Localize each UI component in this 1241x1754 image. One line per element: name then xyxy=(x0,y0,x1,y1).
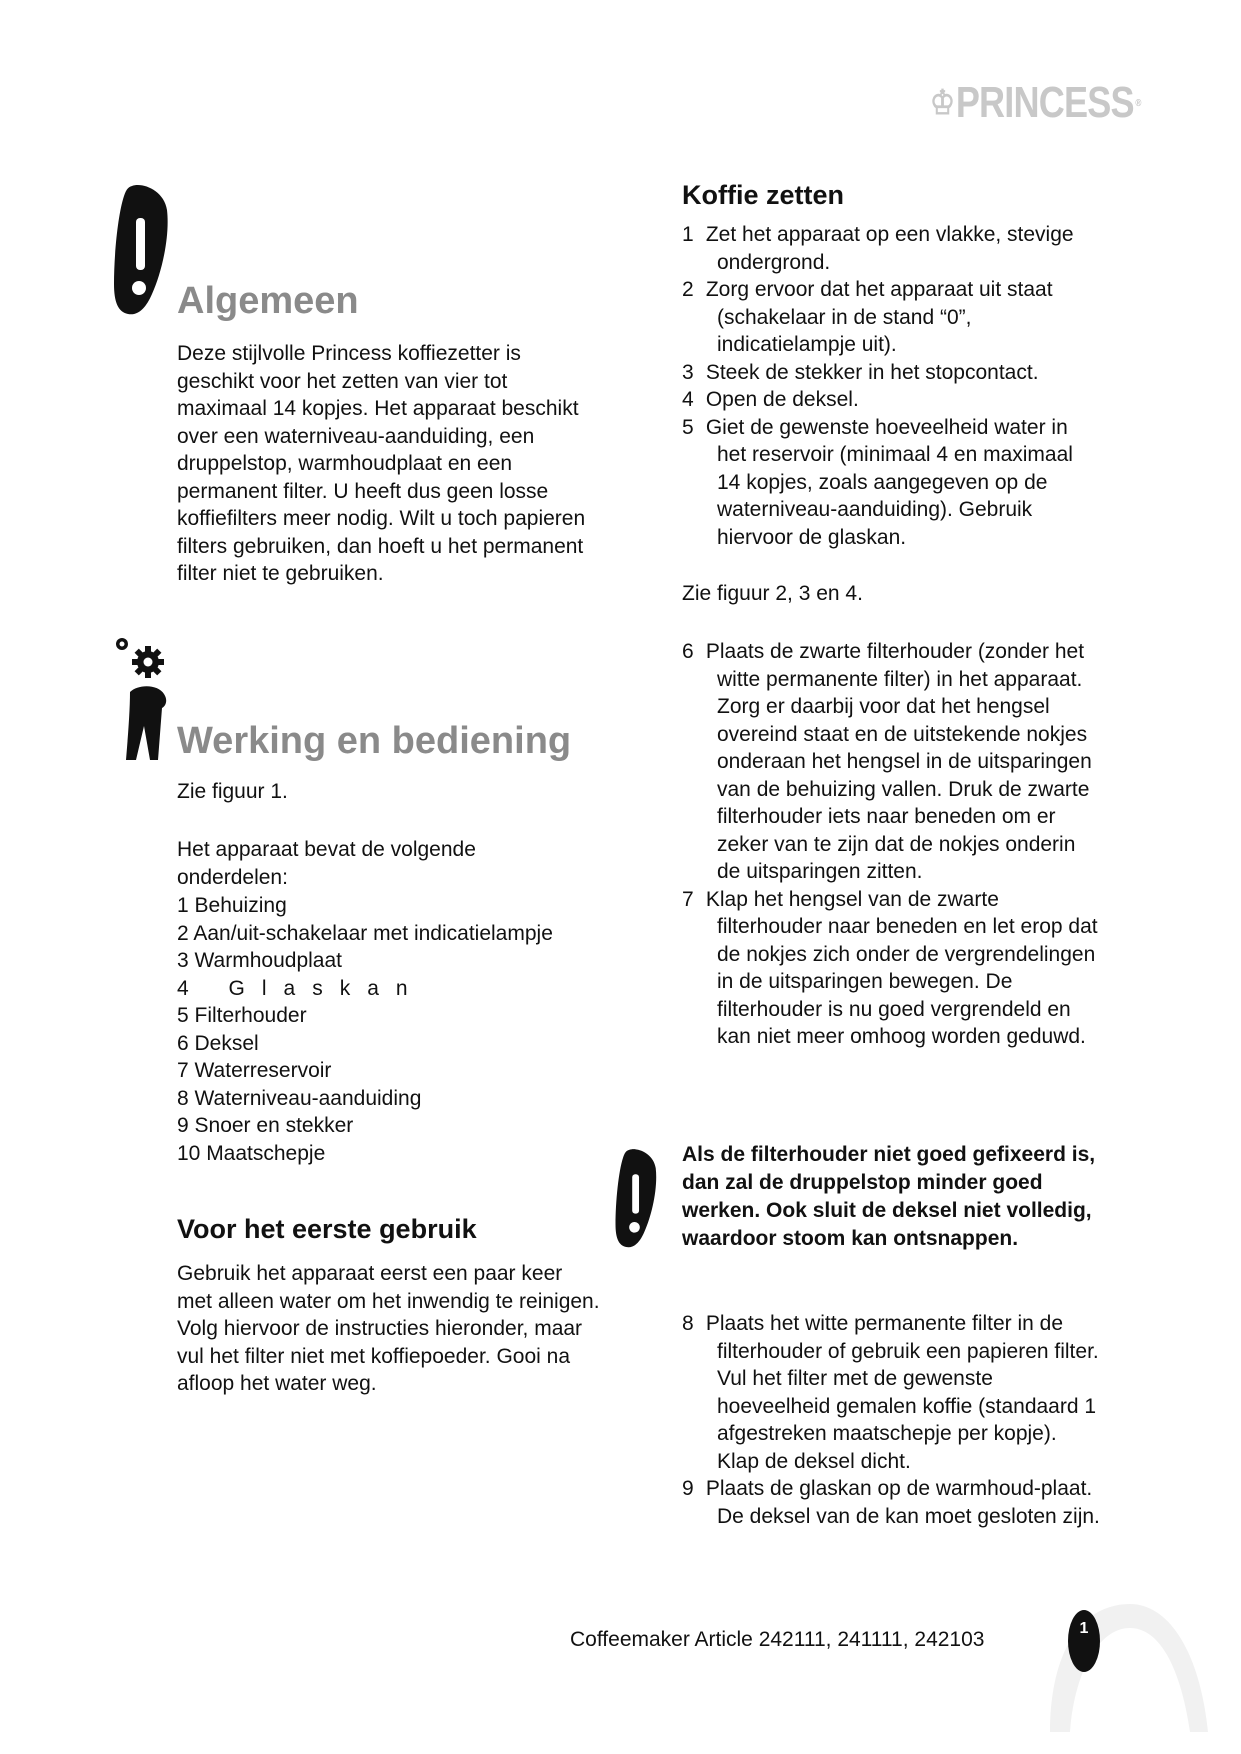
list-item: 9 Snoer en stekker xyxy=(177,1114,354,1137)
list-item: 2 Zorg ervoor dat het apparaat uit staat (schakelaar in de stand “0”, indicatielampje uit). xyxy=(682,278,1053,356)
list-item: 1 Behuizing xyxy=(177,894,287,917)
list-item: 1 Zet het apparaat op een vlakke, stevige ondergrond. xyxy=(682,223,1074,274)
first-use-paragraph: Gebruik het apparaat eerst een paar keer met alleen water om het inwendig te reinigen. Volg hiervoor de instructies hieronder, maar vul het filter niet met koffiepoeder. Gooi na afloop het water weg. xyxy=(177,1262,600,1395)
section-title-first-use: Voor het eerste gebruik xyxy=(177,1214,477,1244)
list-item: 7 Klap het hengsel van de zwarte filterhouder naar beneden en let erop dat de nokjes zich onder de vergrendelingen in de uitsparingen bewegen. De filterhouder is nu goed vergrendeld en kan niet meer omhoog worden geduwd. xyxy=(682,887,1098,1048)
exclamation-warning-icon xyxy=(614,1148,658,1252)
page-number: 1 xyxy=(1068,1610,1100,1672)
list-item: 3 Warmhoudplaat xyxy=(177,949,342,972)
list-item: 4 Open de deksel. xyxy=(682,388,859,411)
steps-list-1 xyxy=(682,221,1102,551)
operation-see-figure: Zie figuur 1. xyxy=(177,780,288,803)
page-corner-swoosh xyxy=(1040,1594,1210,1734)
list-item: 6 Deksel xyxy=(177,1031,259,1055)
parts-list xyxy=(177,892,597,1167)
operation-intro: Het apparaat bevat de volgende onderdelen: xyxy=(177,838,476,889)
section-title-general: Algemeen xyxy=(177,280,359,322)
list-item: 3 Steek de stekker in het stopcontact. xyxy=(682,360,1039,384)
list-item: 6 Plaats de zwarte filterhouder (zonder het witte permanente filter) in het apparaat. Zorg er daarbij voor dat het hengsel overeind staat en de uitstekende nokjes onderaan het hengsel in de uitsparingen van de behuizing vallen. Druk de zwarte filterhouder iets naar beneden om er zeker van te zijn dat de nokjes onderin de uitsparingen zitten. xyxy=(682,640,1092,883)
list-item: 5 Filterhouder xyxy=(177,1004,307,1027)
list-item: 8 Waterniveau-aanduiding xyxy=(177,1086,422,1110)
list-item: 5 Giet de gewenste hoeveelheid water in het reservoir (minimaal 4 en maximaal 14 kopjes, zoals aangegeven op de waterniveau-aanduiding). Gebruik hiervoor de glaskan. xyxy=(682,415,1073,549)
list-item: 2 Aan/uit-schakelaar met indicatielampje xyxy=(177,921,553,945)
brand-name: PRINCESS xyxy=(955,78,1134,127)
general-paragraph: Deze stijlvolle Princess koffiezetter is geschikt voor het zetten van vier tot maximaal 14 kopjes. Het apparaat beschikt over een waterniveau-aanduiding, een druppelstop, warmhoudplaat en een permanent filter. U heeft dus geen losse koffiefilters meer nodig. Wilt u toch papieren filters gebruiken, dan hoeft u het permanent filter niet te gebruiken. xyxy=(177,342,586,585)
footer-article: Coffeemaker Article 242111, 241111, 242103 xyxy=(570,1628,985,1651)
person-gear-icon xyxy=(112,632,174,762)
crown-icon: ♔ xyxy=(930,84,955,122)
list-item: 9 Plaats de glaskan op de warmhoud-plaat. De deksel van de kan moet gesloten zijn. xyxy=(682,1477,1100,1528)
list-item: 10 Maatschepje xyxy=(177,1141,326,1165)
brand-logo: ♔ PRINCESS ® xyxy=(930,78,1141,127)
warning-note: Als de filterhouder niet goed gefixeerd is, dan zal de druppelstop minder goed werken. Ook sluit de deksel niet volledig, waardoor stoom kan ontsnappen. xyxy=(682,1143,1096,1250)
section-title-coffee: Koffie zetten xyxy=(682,180,844,210)
list-item: 4 Glaskan xyxy=(177,976,425,1000)
list-item: 7 Waterreservoir xyxy=(177,1059,332,1082)
list-item: 8 Plaats het witte permanente filter in de filterhouder of gebruik een papieren filter. Vul het filter met de gewenste hoeveelheid gemalen koffie (standaard 1 afgestreken maatschepje per kopje). Klap de deksel dicht. xyxy=(682,1312,1099,1473)
steps-list-2 xyxy=(682,638,1102,1051)
steps-list-3 xyxy=(682,1310,1102,1530)
coffee-see-figure: Zie figuur 2, 3 en 4. xyxy=(682,582,863,605)
section-title-operation: Werking en bediening xyxy=(177,720,572,762)
exclamation-warning-icon xyxy=(112,184,170,320)
